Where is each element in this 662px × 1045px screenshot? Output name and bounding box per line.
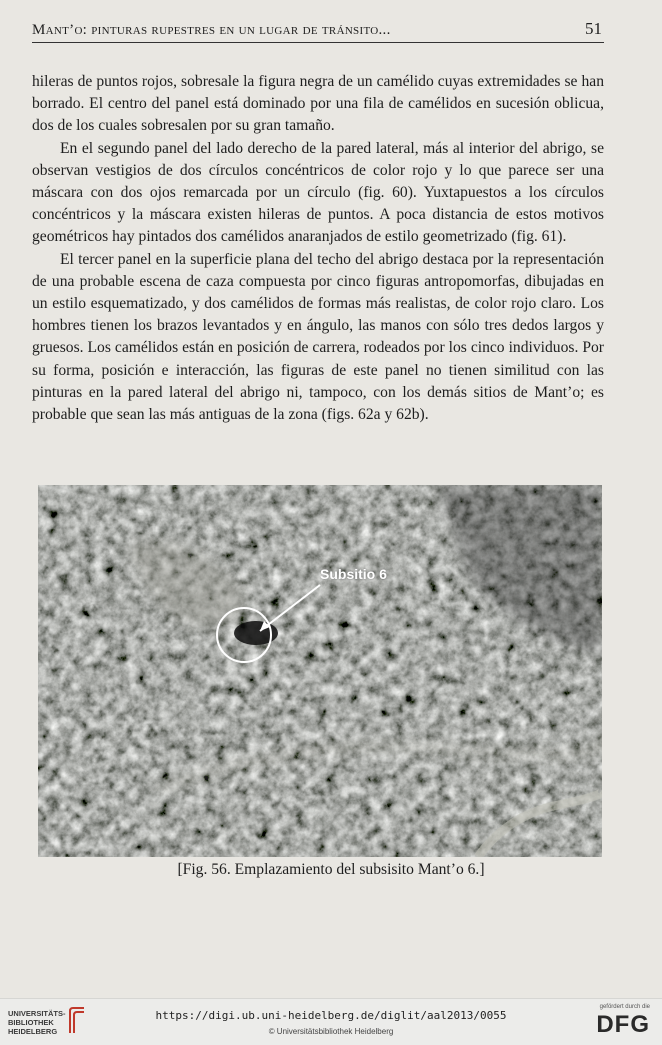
running-title: Mant’o: pinturas rupestres en un lugar de tránsito... — [32, 22, 391, 38]
paragraph-1: hileras de puntos rojos, sobresale la figura negra de un camélido cuyas extremidades se han borrado. El centro del panel está dominado por una fila de camélidos en sucesión oblicua, dos de los cuales sobresalen por su gran tamaño. — [32, 73, 604, 135]
library-name: UNIVERSITÄTS- BIBLIOTHEK HEIDELBERG — [8, 1009, 66, 1036]
page-number: 51 — [585, 19, 602, 38]
copyright-notice: © Universitätsbibliothek Heidelberg — [268, 1027, 394, 1036]
figure-caption: [Fig. 56. Emplazamiento del subsisito Mant’o 6.] — [177, 861, 485, 878]
hillside-photo — [38, 485, 602, 857]
paragraph-3: El tercer panel en la superficie plana del techo del abrigo destaca por la representación de una probable escena de caza compuesta por cinco figuras antropomorfas, dibujadas en un estilo esquematizado, y dos camélidos de formas más realistas, de color rojo claro. Los hombres tienen los brazos levantados y en ángulo, las manos con sólo tres dedos largos y gruesos. Los camélidos están en posición de carrera, rodeados por los cinco individuos. Por su forma, posición e interacción, las figuras de este panel no tienen similitud con las pinturas en la pared lateral del abrigo ni, tampoco, con los demás sitios de Mant’o; es probable que sean las más antiguas de la zona (figs. 62a y 62b). — [32, 250, 604, 424]
figure-photograph — [38, 485, 602, 857]
source-url[interactable]: https://digi.ub.uni-heidelberg.de/diglit/aal2013/0055 — [155, 1009, 507, 1022]
paragraph-2: En el segundo panel del lado derecho de la pared lateral, más al interior del abrigo, se observan vestigios de dos círculos concéntricos de color rojo y lo que parece ser una máscara con dos ojos remarcada por un círculo (fig. 60). Yuxtapuestos a los círculos concéntricos y la máscara existen hileras de puntos. A poca distancia de estos motivos geométricos hay pintados dos camélidos anaranjados de estilo geometrizado (fig. 61). — [32, 139, 604, 246]
footer-bar — [0, 998, 662, 1045]
body-text — [32, 71, 604, 426]
figure-annotation-label: Subsitio 6 — [320, 566, 387, 582]
running-header — [32, 20, 604, 43]
funded-by-label: gefördert durch die — [599, 1004, 650, 1010]
dfg-logo: DFG — [596, 1011, 650, 1038]
